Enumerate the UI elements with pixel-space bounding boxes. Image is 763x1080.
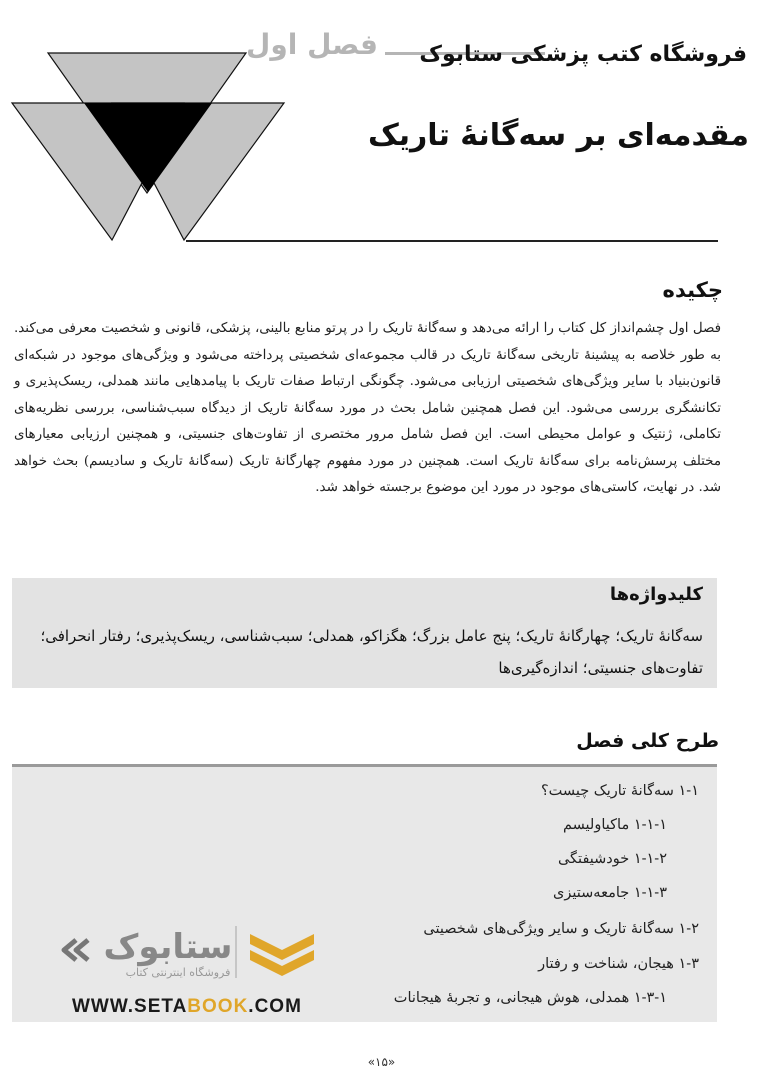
- website-url: [72, 996, 302, 1018]
- chapter-label: فصل اول: [246, 28, 378, 61]
- url-part-2: BOOK: [187, 996, 249, 1017]
- abstract-heading: چکیده: [662, 278, 723, 302]
- store-name: فروشگاه کتب پزشکی ستابوک: [419, 42, 747, 67]
- logo-tagline: فروشگاه اینترنتی کتاب: [125, 966, 231, 979]
- url-part-3: .COM: [248, 996, 302, 1017]
- logo-wordmark: ستابوک: [103, 927, 233, 967]
- page-number: «۱۵»: [367, 1055, 396, 1069]
- abstract-body: فصل اول چشم‌انداز کل کتاب را ارائه می‌دهد و سه‌گانهٔ تاریک را در پرتو منابع بالینی، پزشکی، قانونی و شخصیت معرفی می‌کند. به طور خلاصه به پیشینهٔ تاریخی سه‌گانهٔ تاریک در قالب مجموعه‌ای شخصیتی پرداخته می‌شود و ویژگی‌های موجود در شبکه‌ای قانون‌بنیاد با سایر ویژگی‌های شخصیتی ارزیابی می‌شود. چگونگی ارتباط صفات تاریک با پیامدهایی مانند همدلی، ریسک‌پذیری و تکانشگری بررسی می‌شود. این فصل همچنین شامل بحث در مورد سه‌گانهٔ تاریک از دیدگاه سبب‌شناسی، بررسی نظریه‌های تکاملی، ژنتیک و عوامل محیطی است. این فصل شامل مرور مختصری از تفاوت‌های جنسیتی، و همچنین ارزیابی معیارهای مختلف پرسش‌نامه برای سه‌گانهٔ تاریک است. همچنین در مورد مفهوم چهارگانهٔ تاریک (سه‌گانهٔ تاریک و سادیسم) بحث خواهد شد. در نهایت، کاستی‌های موجود در مورد این موضوع برجسته خواهد شد.: [14, 321, 721, 495]
- chapter-title: مقدمه‌ای بر سه‌گانهٔ تاریک: [368, 118, 749, 153]
- outline-item: ۱-۱ سه‌گانهٔ تاریک چیست؟: [540, 783, 699, 799]
- setabook-logo: [58, 912, 328, 987]
- keywords-heading: کلیدواژه‌ها: [609, 584, 703, 605]
- url-part-1: WWW.SETA: [72, 996, 188, 1017]
- header-divider: [186, 240, 718, 242]
- outline-heading: طرح کلی فصل: [576, 730, 719, 752]
- outline-item: ۱-۱-۲ خودشیفتگی: [557, 851, 667, 867]
- keywords-box: [12, 578, 717, 688]
- outline-item: ۱-۲ سه‌گانهٔ تاریک و سایر ویژگی‌های شخصیتی: [423, 921, 699, 937]
- outline-item: ۱-۳ هیجان، شناخت و رفتار: [538, 956, 699, 972]
- outline-item: ۱-۱-۱ ماکیاولیسم: [562, 817, 667, 833]
- outline-item: ۱-۱-۳ جامعه‌ستیزی: [553, 885, 667, 901]
- keywords-body: سه‌گانهٔ تاریک؛ چهارگانهٔ تاریک؛ پنج عامل بزرگ؛ هگزاکو، همدلی؛ سبب‌شناسی، ریسک‌پذیری؛ رفتار انحرافی؛ تفاوت‌های جنسیتی؛ اندازه‌گیری‌ها: [40, 627, 703, 677]
- outline-item: ۱-۳-۱ همدلی، هوش هیجانی، و تجربهٔ هیجانات: [393, 990, 667, 1006]
